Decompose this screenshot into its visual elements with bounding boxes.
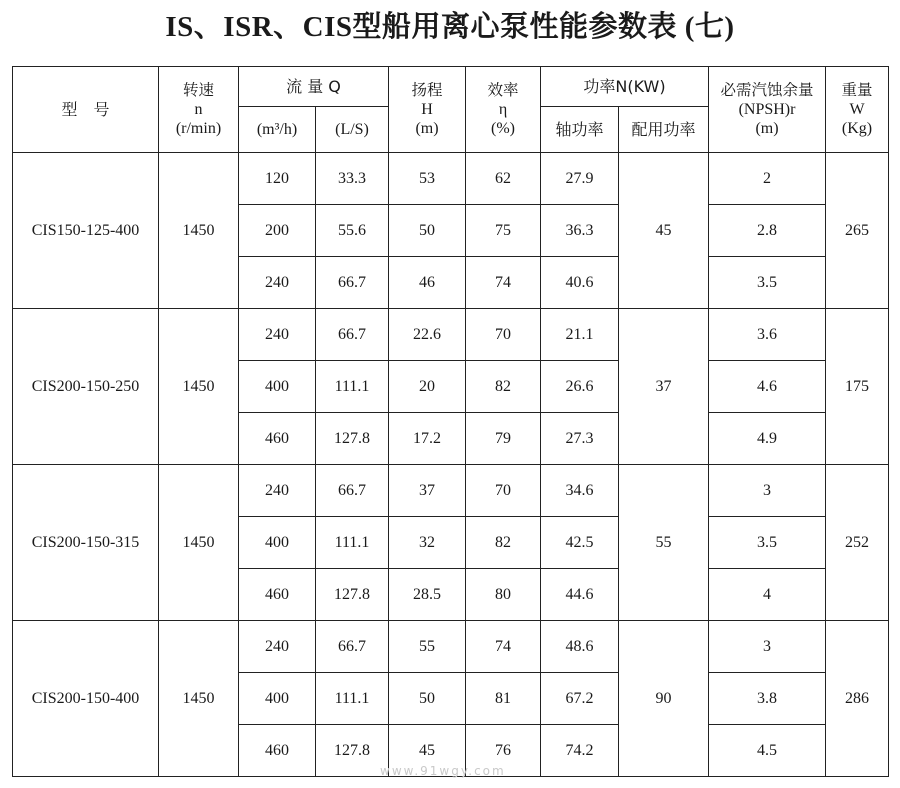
header-model: 型 号: [13, 67, 159, 153]
head-cell: 28.5: [389, 569, 466, 621]
flow-m3h-cell: 240: [239, 621, 316, 673]
head-cell: 17.2: [389, 413, 466, 465]
npsh-cell: 3.5: [709, 257, 826, 309]
efficiency-cell: 76: [466, 725, 541, 777]
shaft-power-cell: 40.6: [541, 257, 619, 309]
head-cell: 50: [389, 673, 466, 725]
header-flow-ls: (L/S): [316, 107, 389, 153]
flow-ls-cell: 111.1: [316, 517, 389, 569]
flow-ls-cell: 111.1: [316, 361, 389, 413]
speed-cell: 1450: [159, 621, 239, 777]
head-cell: 45: [389, 725, 466, 777]
table-body: [13, 153, 889, 777]
flow-ls-cell: 127.8: [316, 413, 389, 465]
npsh-cell: 4.9: [709, 413, 826, 465]
table-row: [13, 153, 889, 205]
weight-cell: 265: [826, 153, 889, 309]
efficiency-cell: 82: [466, 361, 541, 413]
flow-m3h-cell: 460: [239, 725, 316, 777]
weight-cell: 175: [826, 309, 889, 465]
efficiency-cell: 74: [466, 621, 541, 673]
flow-ls-cell: 66.7: [316, 621, 389, 673]
speed-cell: 1450: [159, 153, 239, 309]
flow-m3h-cell: 240: [239, 465, 316, 517]
page-title: IS、ISR、CIS型船用离心泵性能参数表 (七): [165, 11, 735, 43]
header-shaft-power: 轴功率: [541, 107, 619, 153]
flow-ls-cell: 127.8: [316, 569, 389, 621]
matched-power-cell: 37: [619, 309, 709, 465]
npsh-cell: 3.6: [709, 309, 826, 361]
table-row: [13, 465, 889, 517]
header-head: 扬程 H (m): [389, 67, 466, 153]
efficiency-cell: 70: [466, 465, 541, 517]
efficiency-cell: 70: [466, 309, 541, 361]
head-cell: 37: [389, 465, 466, 517]
shaft-power-cell: 34.6: [541, 465, 619, 517]
npsh-cell: 2.8: [709, 205, 826, 257]
flow-m3h-cell: 400: [239, 361, 316, 413]
model-cell: CIS200-150-315: [13, 465, 159, 621]
npsh-cell: 3: [709, 465, 826, 517]
header-matched-power: 配用功率: [619, 107, 709, 153]
shaft-power-cell: 27.9: [541, 153, 619, 205]
npsh-cell: 4.5: [709, 725, 826, 777]
flow-ls-cell: 66.7: [316, 257, 389, 309]
flow-ls-cell: 33.3: [316, 153, 389, 205]
model-cell: CIS150-125-400: [13, 153, 159, 309]
watermark: www.91wgy.com: [380, 764, 506, 778]
flow-m3h-cell: 240: [239, 257, 316, 309]
flow-m3h-cell: 240: [239, 309, 316, 361]
header-flow: 流 量 Q: [239, 67, 389, 107]
npsh-cell: 3.8: [709, 673, 826, 725]
flow-m3h-cell: 120: [239, 153, 316, 205]
weight-cell: 286: [826, 621, 889, 777]
flow-ls-cell: 127.8: [316, 725, 389, 777]
header-efficiency: 效率 η (%): [466, 67, 541, 153]
shaft-power-cell: 27.3: [541, 413, 619, 465]
efficiency-cell: 62: [466, 153, 541, 205]
shaft-power-cell: 21.1: [541, 309, 619, 361]
npsh-cell: 4.6: [709, 361, 826, 413]
matched-power-cell: 90: [619, 621, 709, 777]
table-row: [13, 621, 889, 673]
matched-power-cell: 45: [619, 153, 709, 309]
head-cell: 22.6: [389, 309, 466, 361]
head-cell: 53: [389, 153, 466, 205]
model-cell: CIS200-150-400: [13, 621, 159, 777]
model-cell: CIS200-150-250: [13, 309, 159, 465]
npsh-cell: 2: [709, 153, 826, 205]
head-cell: 32: [389, 517, 466, 569]
flow-m3h-cell: 200: [239, 205, 316, 257]
shaft-power-cell: 36.3: [541, 205, 619, 257]
efficiency-cell: 81: [466, 673, 541, 725]
header-flow-m3h: (m³/h): [239, 107, 316, 153]
flow-ls-cell: 55.6: [316, 205, 389, 257]
shaft-power-cell: 26.6: [541, 361, 619, 413]
speed-cell: 1450: [159, 309, 239, 465]
efficiency-cell: 82: [466, 517, 541, 569]
performance-table: [12, 66, 889, 777]
shaft-power-cell: 74.2: [541, 725, 619, 777]
npsh-cell: 3.5: [709, 517, 826, 569]
flow-m3h-cell: 460: [239, 413, 316, 465]
shaft-power-cell: 42.5: [541, 517, 619, 569]
header-power: 功率N(KW): [541, 67, 709, 107]
npsh-cell: 4: [709, 569, 826, 621]
header-speed: 转速 n (r/min): [159, 67, 239, 153]
matched-power-cell: 55: [619, 465, 709, 621]
efficiency-cell: 74: [466, 257, 541, 309]
npsh-cell: 3: [709, 621, 826, 673]
efficiency-cell: 80: [466, 569, 541, 621]
efficiency-cell: 75: [466, 205, 541, 257]
head-cell: 50: [389, 205, 466, 257]
speed-cell: 1450: [159, 465, 239, 621]
shaft-power-cell: 48.6: [541, 621, 619, 673]
shaft-power-cell: 44.6: [541, 569, 619, 621]
flow-ls-cell: 66.7: [316, 309, 389, 361]
header-weight: 重量 W (Kg): [826, 67, 889, 153]
weight-cell: 252: [826, 465, 889, 621]
flow-ls-cell: 66.7: [316, 465, 389, 517]
table-row: [13, 309, 889, 361]
header-npsh: 必需汽蚀余量 (NPSH)r (m): [709, 67, 826, 153]
flow-ls-cell: 111.1: [316, 673, 389, 725]
efficiency-cell: 79: [466, 413, 541, 465]
flow-m3h-cell: 400: [239, 673, 316, 725]
flow-m3h-cell: 400: [239, 517, 316, 569]
flow-m3h-cell: 460: [239, 569, 316, 621]
head-cell: 55: [389, 621, 466, 673]
head-cell: 20: [389, 361, 466, 413]
head-cell: 46: [389, 257, 466, 309]
shaft-power-cell: 67.2: [541, 673, 619, 725]
